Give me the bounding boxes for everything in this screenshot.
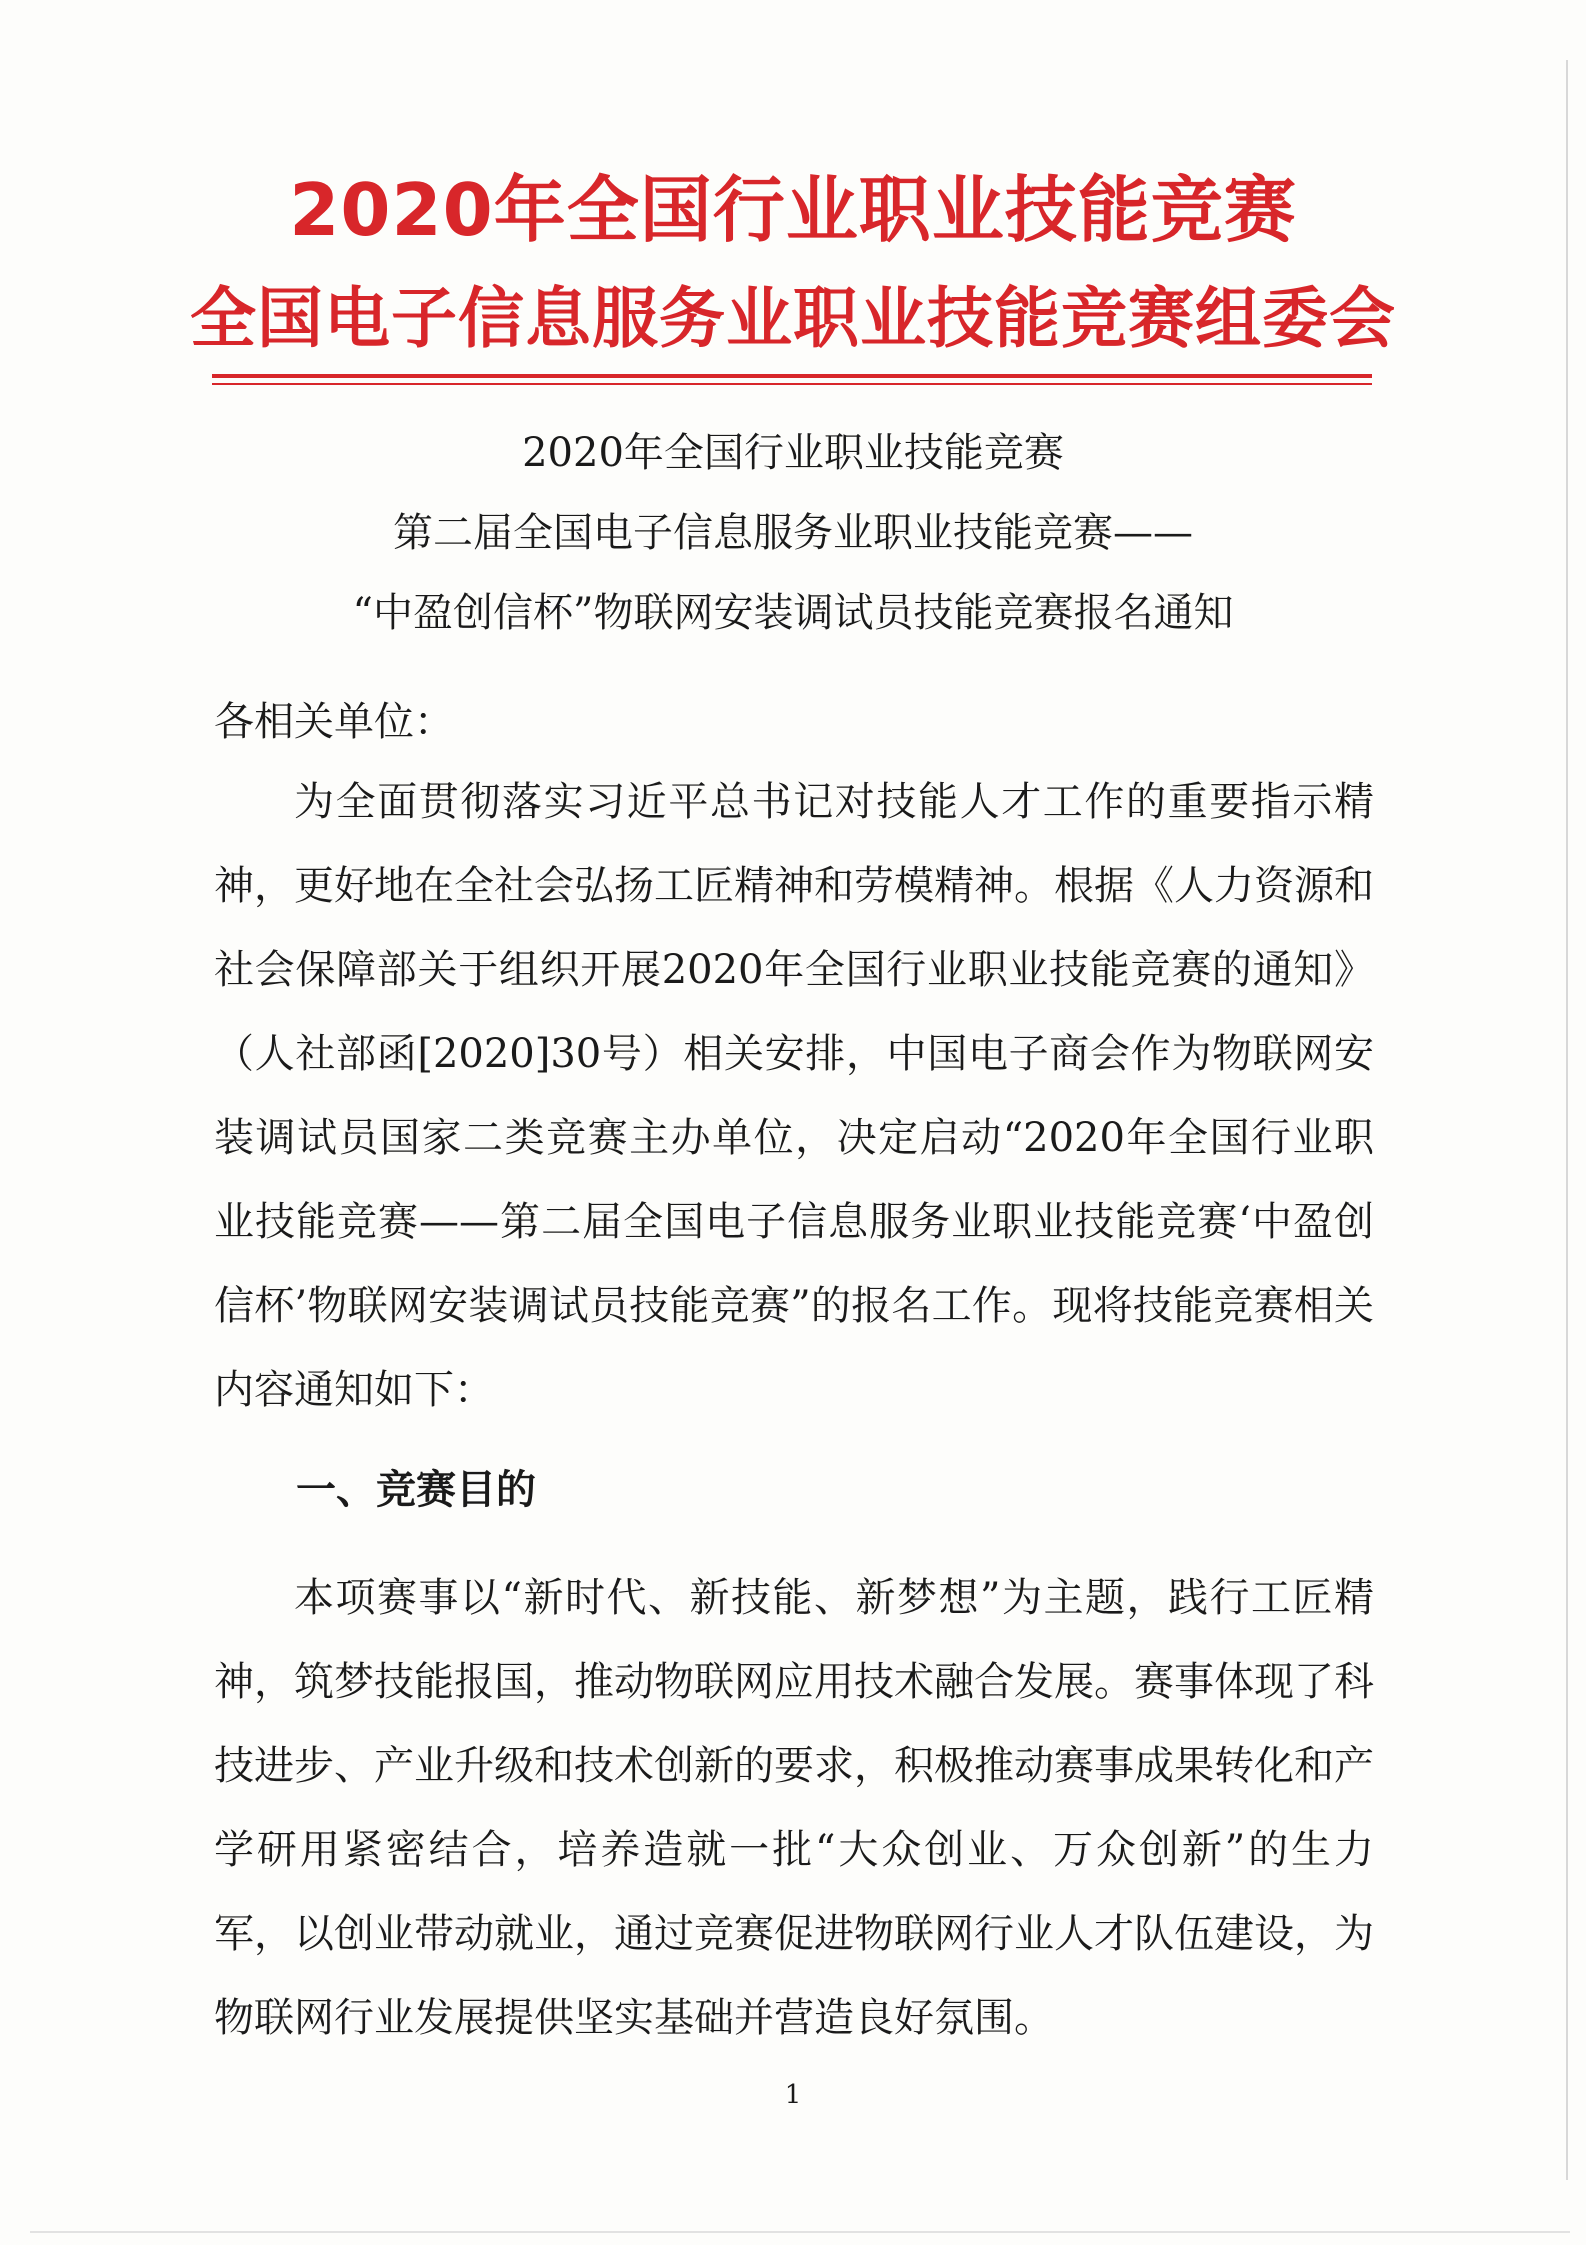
letterhead-rule-thin — [212, 383, 1372, 385]
letterhead-rule-thick — [212, 374, 1372, 378]
document-title-line-3: “中盈创信杯”物联网安装调试员技能竞赛报名通知 — [352, 590, 1234, 636]
document-title-line-1: 2020年全国行业职业技能竞赛 — [522, 430, 1064, 476]
letterhead — [0, 160, 1586, 374]
letterhead-line-2: 全国电子信息服务业职业技能竞赛组委会 — [190, 280, 1396, 357]
section-heading-1: 一、竞赛目的 — [296, 1467, 536, 1513]
section-1-paragraph: 本项赛事以“新时代、新技能、新梦想”为主题，践行工匠精神，筑梦技能报国，推动物联网应用技术融合发展。赛事体现了科技进步、产业升级和技术创新的要求，积极推动赛事成果转化和产学研用紧密结合，培养造就一批“大众创业、万众创新”的生力军，以创业带动就业，通过竞赛促进物联网行业人才队伍建设，为物联网行业发展提供坚实基础并营造良好氛围。 — [214, 1575, 1374, 2041]
letterhead-line-1: 2020年全国行业职业技能竞赛 — [289, 168, 1297, 252]
page-number: 1 — [784, 2080, 802, 2110]
page-edge-bottom — [30, 2231, 1570, 2233]
intro-paragraph: 为全面贯彻落实习近平总书记对技能人才工作的重要指示精神，更好地在全社会弘扬工匠精神和劳模精神。根据《人力资源和社会保障部关于组织开展2020年全国行业职业技能竞赛的通知》（人社部函[2020]30号）相关安排，中国电子商会作为物联网安装调试员国家二类竞赛主办单位，决定启动“2020年全国行业职业技能竞赛——第二届全国电子信息服务业职业技能竞赛‘中盈创信杯’物联网安装调试员技能竞赛”的报名工作。现将技能竞赛相关内容通知如下： — [214, 779, 1374, 1413]
salutation: 各相关单位： — [214, 699, 454, 745]
page-edge-right — [1566, 60, 1568, 2180]
document-title-line-2: 第二届全国电子信息服务业职业技能竞赛—— — [393, 510, 1193, 556]
